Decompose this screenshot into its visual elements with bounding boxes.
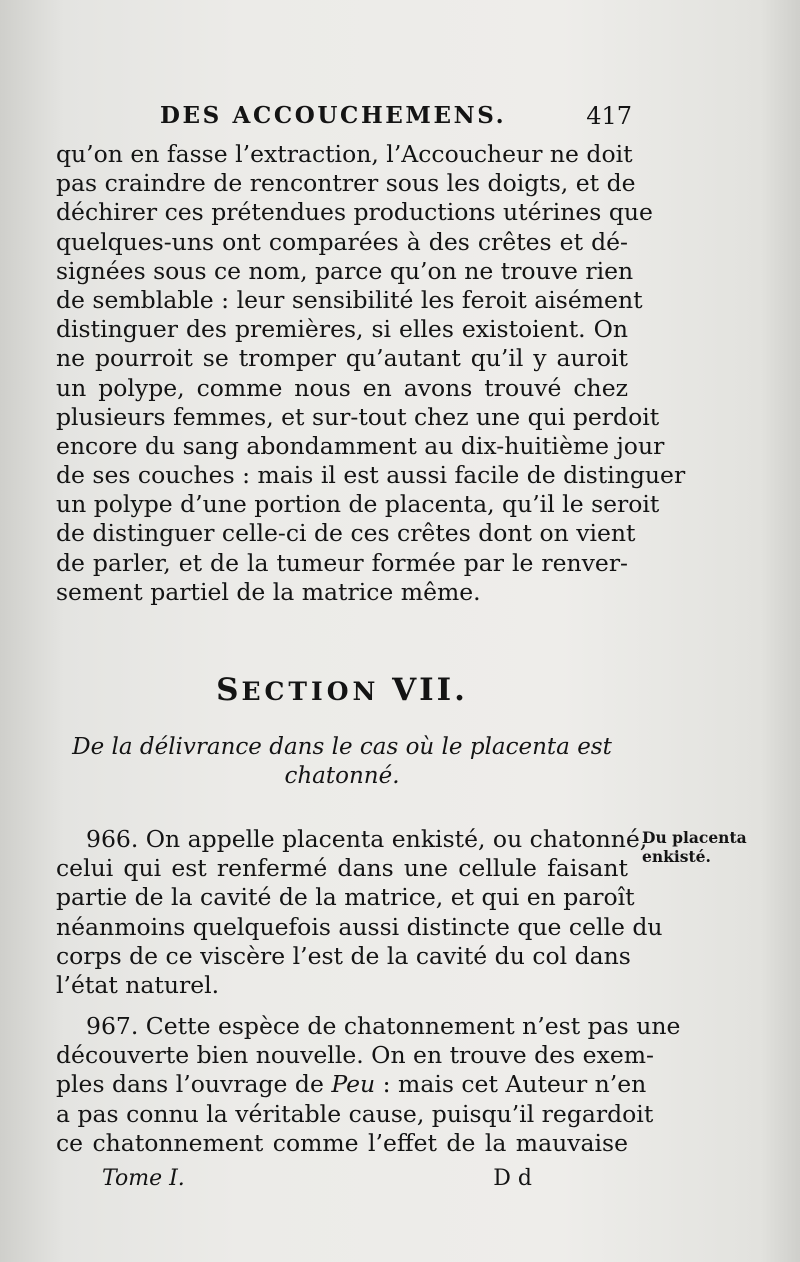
volume-label: Tome I. xyxy=(102,1166,185,1191)
margin-note-line: Du placenta xyxy=(642,828,747,847)
text-line: de parler, et de la tumeur formée par le renver- xyxy=(56,548,628,577)
text-line: quelques-uns ont comparées à des crêtes et dé- xyxy=(56,227,628,256)
section-subtitle-line: De la délivrance dans le cas où le placenta est xyxy=(72,734,612,760)
text-line: distinguer des premières, si elles existoient. On xyxy=(56,315,628,344)
page-number: 417 xyxy=(586,102,632,130)
text-line: qu’on en fasse l’extraction, l’Accoucheur ne doit xyxy=(56,140,633,168)
section-heading-word: ECTION xyxy=(241,677,380,706)
section-heading xyxy=(56,672,628,708)
section-heading-initial: S xyxy=(216,672,242,708)
section-subtitle xyxy=(56,733,628,791)
text-line: découverte bien nouvelle. On en trouve des exem- xyxy=(56,1041,654,1070)
text-line: celui qui est renfermé dans une cellule faisant xyxy=(56,854,628,883)
text-line: pas craindre de rencontrer sous les doigts, et de xyxy=(56,169,636,198)
running-head: DES ACCOUCHEMENS. xyxy=(160,102,507,129)
text-line xyxy=(56,1070,647,1099)
text-line: néanmoins quelquefois aussi distincte que celle du xyxy=(56,912,663,941)
text-line: déchirer ces prétendues productions utérines que xyxy=(56,198,653,227)
text-line: 967. Cette espèce de chatonnement n’est pas une xyxy=(86,1012,681,1040)
author-name: Peu xyxy=(331,1070,376,1099)
paragraph-967 xyxy=(56,1012,681,1158)
text-line: ne pourroit se tromper qu’autant qu’il y auroit xyxy=(56,344,628,373)
text-line: un polype d’une portion de placenta, qu’il le seroit xyxy=(56,490,660,519)
text-line: plusieurs femmes, et sur-tout chez une qui perdoit xyxy=(56,402,660,431)
text-line: de semblable : leur sensibilité les feroit aisément xyxy=(56,285,643,314)
section-heading-number: VII. xyxy=(392,672,468,708)
paragraph-continued xyxy=(56,140,686,607)
text-line: sement partiel de la matrice même. xyxy=(56,577,481,606)
text-line: l’état naturel. xyxy=(56,970,220,999)
text-fragment: : mais cet Auteur n’en xyxy=(375,1070,647,1099)
page-footer xyxy=(102,1166,532,1196)
text-line: partie de la cavité de la matrice, et qui en paroît xyxy=(56,883,635,912)
text-line: un polype, comme nous en avons trouvé chez xyxy=(56,373,628,402)
text-fragment: ples dans l’ouvrage de xyxy=(56,1070,332,1099)
margin-note-line: enkisté. xyxy=(642,847,711,866)
text-line: corps de ce viscère l’est de la cavité du col dans xyxy=(56,941,631,970)
text-line: signées sous ce nom, parce qu’on ne trouve rien xyxy=(56,256,634,285)
page-header xyxy=(160,102,632,132)
text-line: a pas connu la véritable cause, puisqu’il regardoit xyxy=(56,1099,654,1128)
paragraph-966 xyxy=(56,825,663,1000)
margin-note xyxy=(642,828,792,866)
text-line: de ses couches : mais il est aussi facile de distinguer xyxy=(56,461,686,490)
text-line: 966. On appelle placenta enkisté, ou chatonné, xyxy=(86,825,648,853)
text-line: encore du sang abondamment au dix-huitième jour xyxy=(56,431,665,460)
text-line: ce chatonnement comme l’effet de la mauvaise xyxy=(56,1128,628,1157)
section-subtitle-line: chatonné. xyxy=(284,763,400,789)
signature-mark: D d xyxy=(493,1166,532,1191)
text-line: de distinguer celle-ci de ces crêtes dont on vient xyxy=(56,519,636,548)
